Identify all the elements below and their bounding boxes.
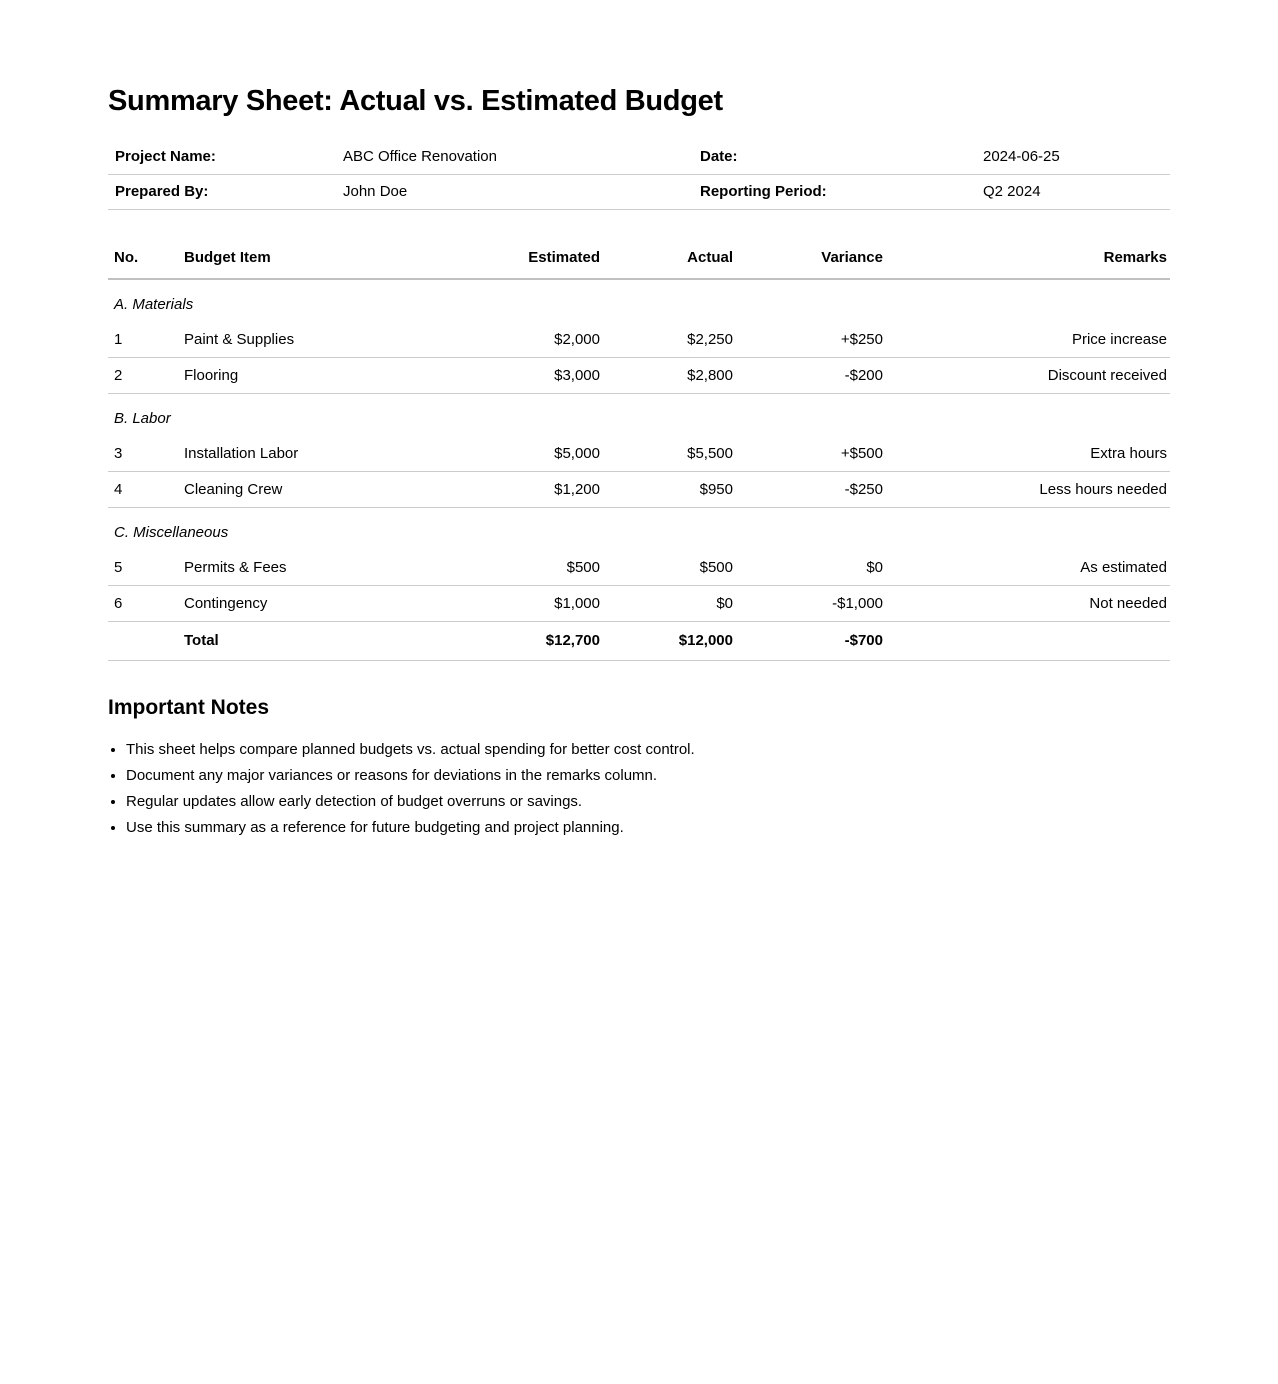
- row-number: 4: [114, 481, 123, 498]
- reporting-period-label: Reporting Period:: [700, 183, 827, 200]
- budget-item-name: Paint & Supplies: [184, 331, 295, 348]
- row-number: 3: [114, 445, 123, 462]
- table-row: [108, 358, 1170, 394]
- variance-value: -$250: [844, 481, 883, 498]
- estimated-value: $1,000: [554, 595, 600, 612]
- project-info-row-2: [108, 175, 1170, 210]
- row-number: 5: [114, 559, 123, 576]
- budget-item-name: Cleaning Crew: [184, 481, 283, 498]
- section-header-labor: B. Labor: [114, 410, 171, 427]
- variance-value: -$1,000: [832, 595, 883, 612]
- note-item: • This sheet helps compare planned budgets vs. actual spending for better cost control.: [126, 741, 1170, 758]
- budget-item-name: Permits & Fees: [184, 559, 287, 576]
- header-budget-item: Budget Item: [184, 249, 271, 266]
- variance-value: +$250: [840, 331, 883, 348]
- actual-value: $950: [699, 481, 733, 498]
- variance-value: $0: [866, 559, 883, 576]
- prepared-by-value: John Doe: [343, 183, 408, 200]
- variance-value: -$200: [844, 367, 883, 384]
- actual-value: $500: [699, 559, 733, 576]
- estimated-value: $3,000: [554, 367, 600, 384]
- date-value: 2024-06-25: [983, 148, 1060, 165]
- date-label: Date:: [700, 148, 738, 165]
- budget-item-name: Flooring: [184, 367, 239, 384]
- estimated-value: $1,200: [554, 481, 600, 498]
- document-page: [0, 84, 1278, 836]
- total-estimated-value: $12,700: [545, 632, 600, 649]
- row-number: 1: [114, 331, 123, 348]
- budget-item-name: Contingency: [184, 595, 268, 612]
- actual-value: $2,800: [687, 367, 733, 384]
- total-label: Total: [184, 632, 219, 649]
- actual-value: $2,250: [687, 331, 733, 348]
- header-remarks: Remarks: [1103, 249, 1167, 266]
- section-header-materials: A. Materials: [114, 296, 194, 313]
- project-info-row-1: [108, 140, 1170, 175]
- table-row: [108, 550, 1170, 586]
- project-info-table: [108, 140, 1170, 210]
- variance-value: +$500: [840, 445, 883, 462]
- estimated-value: $5,000: [554, 445, 600, 462]
- total-remarks-value: [883, 632, 1170, 649]
- project-name-label: Project Name:: [115, 148, 216, 165]
- row-number: 6: [114, 595, 123, 612]
- table-row: [108, 472, 1170, 508]
- prepared-by-label: Prepared By:: [115, 183, 209, 200]
- actual-value: $5,500: [687, 445, 733, 462]
- table-row: [108, 322, 1170, 358]
- notes-list: [108, 741, 1170, 836]
- header-no: No.: [114, 249, 139, 266]
- table-row: [108, 436, 1170, 472]
- header-variance: Variance: [821, 249, 883, 266]
- header-estimated: Estimated: [528, 249, 600, 266]
- remarks-value: Extra hours: [1090, 445, 1167, 462]
- project-name-value: ABC Office Renovation: [343, 148, 497, 165]
- section-header-miscellaneous: C. Miscellaneous: [114, 524, 229, 541]
- page-title: Summary Sheet: Actual vs. Estimated Budget: [108, 85, 723, 117]
- total-row: [108, 622, 1170, 661]
- actual-value: $0: [716, 595, 733, 612]
- remarks-value: As estimated: [1080, 559, 1167, 576]
- budget-table-header: [108, 246, 1170, 280]
- table-row: [108, 586, 1170, 622]
- reporting-period-value: Q2 2024: [983, 183, 1041, 200]
- note-item: • Document any major variances or reasons for deviations in the remarks column.: [126, 767, 1170, 784]
- remarks-value: Price increase: [1071, 331, 1167, 348]
- header-actual: Actual: [687, 249, 733, 266]
- total-actual-value: $12,000: [678, 632, 733, 649]
- row-number: 2: [114, 367, 123, 384]
- notes-heading: Important Notes: [108, 696, 270, 719]
- note-item: • Use this summary as a reference for future budgeting and project planning.: [126, 819, 1170, 836]
- estimated-value: $500: [566, 559, 600, 576]
- budget-table: [108, 246, 1170, 661]
- total-row-empty-cell: [108, 632, 184, 649]
- remarks-value: Discount received: [1047, 367, 1167, 384]
- remarks-value: Not needed: [1089, 595, 1167, 612]
- remarks-value: Less hours needed: [1039, 481, 1167, 498]
- total-variance-value: -$700: [844, 632, 883, 649]
- budget-item-name: Installation Labor: [184, 445, 299, 462]
- estimated-value: $2,000: [554, 331, 600, 348]
- note-item: • Regular updates allow early detection of budget overruns or savings.: [126, 793, 1170, 810]
